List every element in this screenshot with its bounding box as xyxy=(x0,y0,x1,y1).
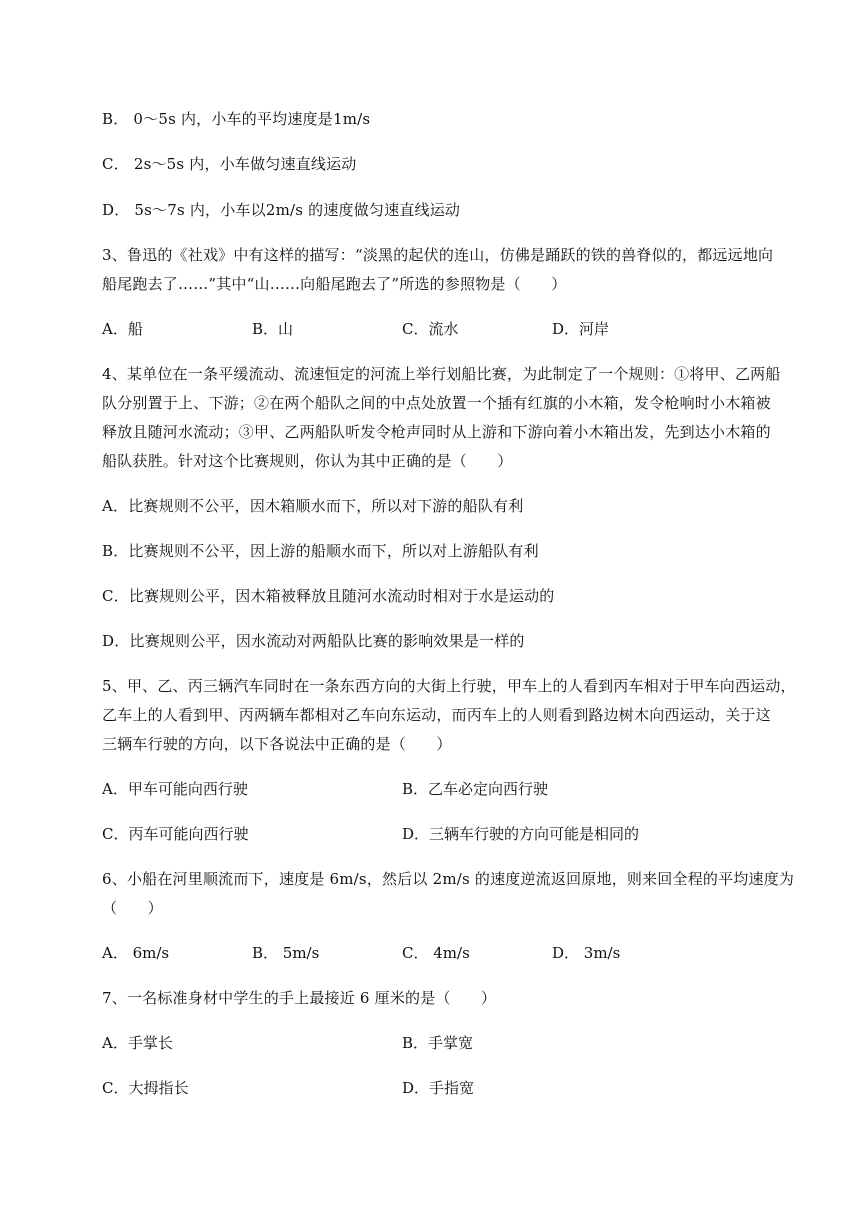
q7-option-b: B．手掌宽 xyxy=(402,1034,474,1052)
q6-option-c: C． 4m/s xyxy=(402,944,470,962)
q4-stem-line-4: 船队获胜。针对这个比赛规则，你认为其中正确的是（ ） xyxy=(102,452,513,470)
q4-option-a: A．比赛规则不公平，因木箱顺水而下，所以对下游的船队有利 xyxy=(102,497,524,515)
q5-option-b: B．乙车必定向西行驶 xyxy=(402,780,549,798)
q3-option-d: D．河岸 xyxy=(552,320,610,338)
q5-stem-line-3: 三辆车行驶的方向，以下各说法中正确的是（ ） xyxy=(102,735,452,753)
q4-stem-line-3: 释放且随河水流动；③甲、乙两船队听发令枪声同时从上游和下游向着小木箱出发，先到达小木箱的 xyxy=(102,423,771,441)
q7-option-c: C．大拇指长 xyxy=(102,1079,189,1097)
q4-stem-line-2: 队分别置于上、下游；②在两个船队之间的中点处放置一个插有红旗的小木箱，发令枪响时小木箱被 xyxy=(102,394,771,412)
q7-option-d: D．手指宽 xyxy=(402,1079,475,1097)
q2-option-d: D． 5s～7s 内，小车以2m/s 的速度做匀速直线运动 xyxy=(102,201,461,219)
q3-stem-line-2: 船尾跑去了……”其中“山……向船尾跑去了”所选的参照物是（ ） xyxy=(102,275,567,293)
q6-stem-line-1: 6、小船在河里顺流而下，速度是 6m/s，然后以 2m/s 的速度逆流返回原地，则来回全程的平均速度为 xyxy=(102,870,795,888)
q4-stem-line-1: 4、某单位在一条平缓流动、流速恒定的河流上举行划船比赛，为此制定了一个规则：①将甲、乙两船 xyxy=(102,365,781,383)
q4-option-c: C．比赛规则公平，因木箱被释放且随河水流动时相对于水是运动的 xyxy=(102,587,555,605)
q6-option-d: D． 3m/s xyxy=(552,944,621,962)
q5-stem-line-1: 5、甲、乙、丙三辆汽车同时在一条东西方向的大街上行驶，甲车上的人看到丙车相对于甲车向西运动， xyxy=(102,677,796,695)
q6-option-a: A． 6m/s xyxy=(102,944,170,962)
q5-option-c: C．丙车可能向西行驶 xyxy=(102,825,249,843)
q6-option-b: B． 5m/s xyxy=(252,944,320,962)
q6-stem-line-2: （ ） xyxy=(102,899,163,917)
q3-option-c: C．流水 xyxy=(402,320,459,338)
q7-stem-line-1: 7、一名标准身材中学生的手上最接近 6 厘米的是（ ） xyxy=(102,989,497,1007)
q2-option-c: C． 2s～5s 内，小车做匀速直线运动 xyxy=(102,155,357,173)
q2-option-b: B． 0～5s 内，小车的平均速度是1m/s xyxy=(102,110,371,128)
q3-option-a: A．船 xyxy=(102,320,143,338)
q5-option-d: D．三辆车行驶的方向可能是相同的 xyxy=(402,825,640,843)
q5-option-a: A．甲车可能向西行驶 xyxy=(102,780,248,798)
q3-stem-line-1: 3、鲁迅的《社戏》中有这样的描写：“淡黑的起伏的连山，仿佛是踊跃的铁的兽脊似的，都远远地向 xyxy=(102,246,774,264)
q3-option-b: B．山 xyxy=(252,320,294,338)
q7-option-a: A．手掌长 xyxy=(102,1034,173,1052)
q4-option-b: B．比赛规则不公平，因上游的船顺水而下，所以对上游船队有利 xyxy=(102,542,539,560)
q5-stem-line-2: 乙车上的人看到甲、丙两辆车都相对乙车向东运动，而丙车上的人则看到路边树木向西运动，关于这 xyxy=(102,706,771,724)
q4-option-d: D．比赛规则公平，因水流动对两船队比赛的影响效果是一样的 xyxy=(102,632,525,650)
